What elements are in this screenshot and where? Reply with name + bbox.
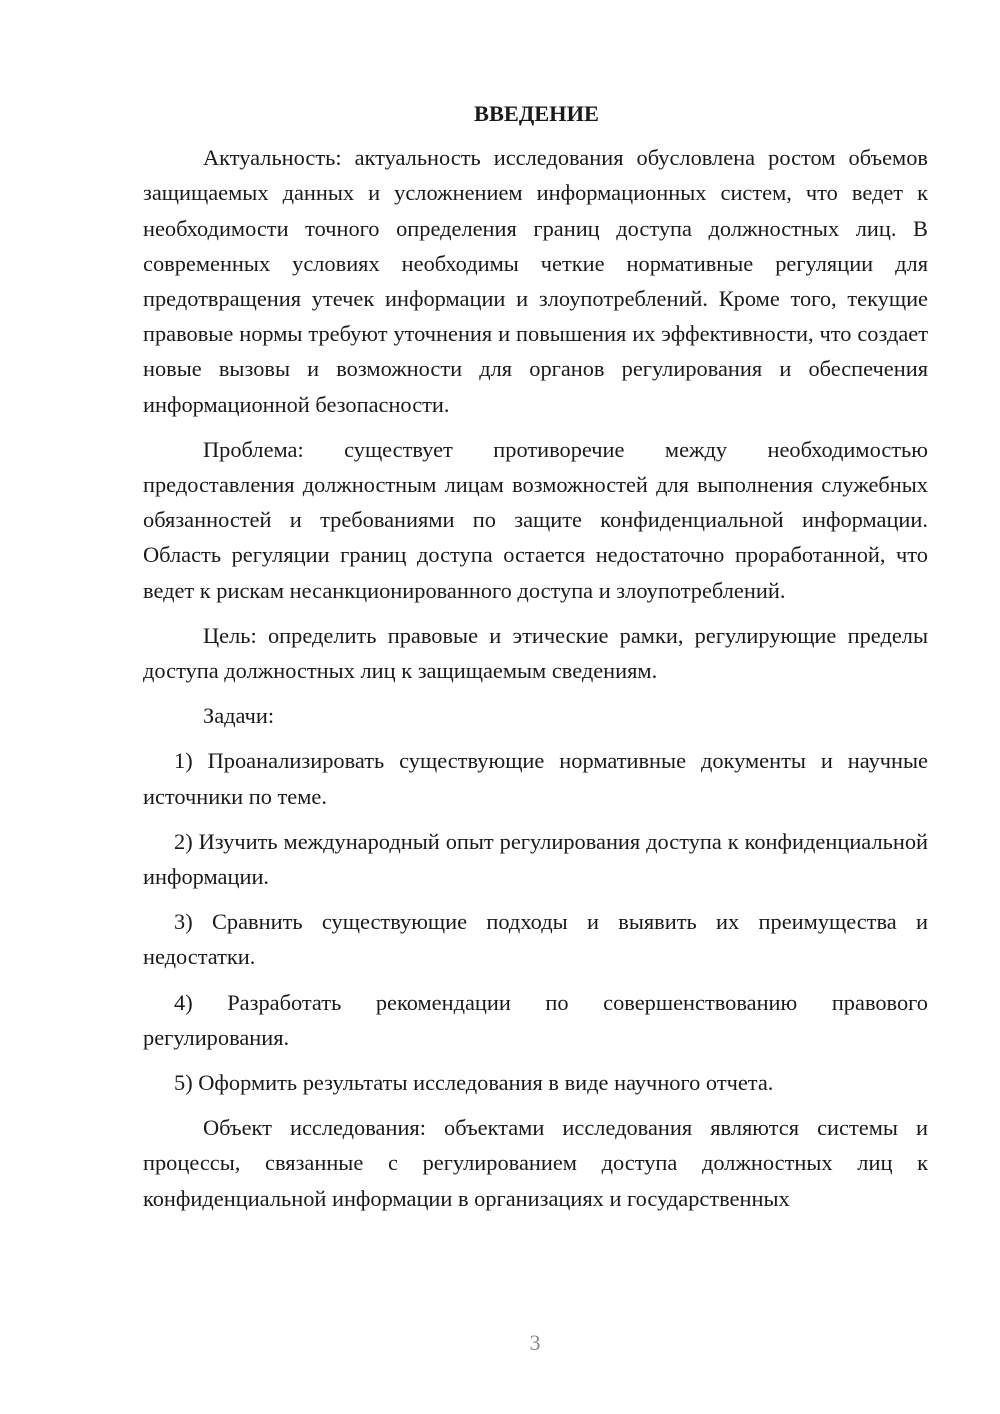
document-page bbox=[143, 96, 928, 1216]
goal-paragraph: Цель: определить правовые и этические рамки, регулирующие пределы доступа должностных лиц к защищаемым сведениям. bbox=[143, 622, 928, 684]
relevance-paragraph: Актуальность: актуальность исследования обусловлена ростом объемов защищаемых данных и усложнением информационных систем, что ведет к необходимости точного определения границ доступа должностных лиц. В современных условиях необходимы четкие нормативные регуляции для предотвращения утечек информации и злоупотреблений. Кроме того, текущие правовые нормы требуют уточнения и повышения их эффективности, что создает новые вызовы и возможности для органов регулирования и обеспечения информационной безопасности. bbox=[143, 145, 928, 417]
tasks-title: Задачи: bbox=[203, 703, 275, 729]
task-item-5: 5) Оформить результаты исследования в виде научного отчета. bbox=[174, 1070, 774, 1096]
problem-paragraph: Проблема: существует противоречие между необходимостью предоставления должностным лицам возможностей для выполнения служебных обязанностей и требованиями по защите конфиденциальной информации. Область регуляции границ доступа остается недостаточно проработанной, что ведет к рискам несанкционированного доступа и злоупотреблений. bbox=[143, 436, 928, 603]
object-paragraph: Объект исследования: объектами исследования являются системы и процессы, связанные с регулированием доступа должностных лиц к конфиденциальной информации в организациях и государственных bbox=[143, 1115, 928, 1211]
page-number: 3 bbox=[529, 1330, 541, 1355]
task-item-2: 2) Изучить международный опыт регулирования доступа к конфиденциальной информации. bbox=[143, 828, 928, 890]
task-item-4: 4) Разработать рекомендации по совершенствованию правового регулирования. bbox=[143, 989, 928, 1050]
section-heading: ВВЕДЕНИЕ bbox=[474, 101, 599, 126]
task-item-3: 3) Сравнить существующие подходы и выявить их преимущества и недостатки. bbox=[143, 909, 928, 970]
task-item-1: 1) Проанализировать существующие нормативные документы и научные источники по теме. bbox=[143, 748, 928, 809]
